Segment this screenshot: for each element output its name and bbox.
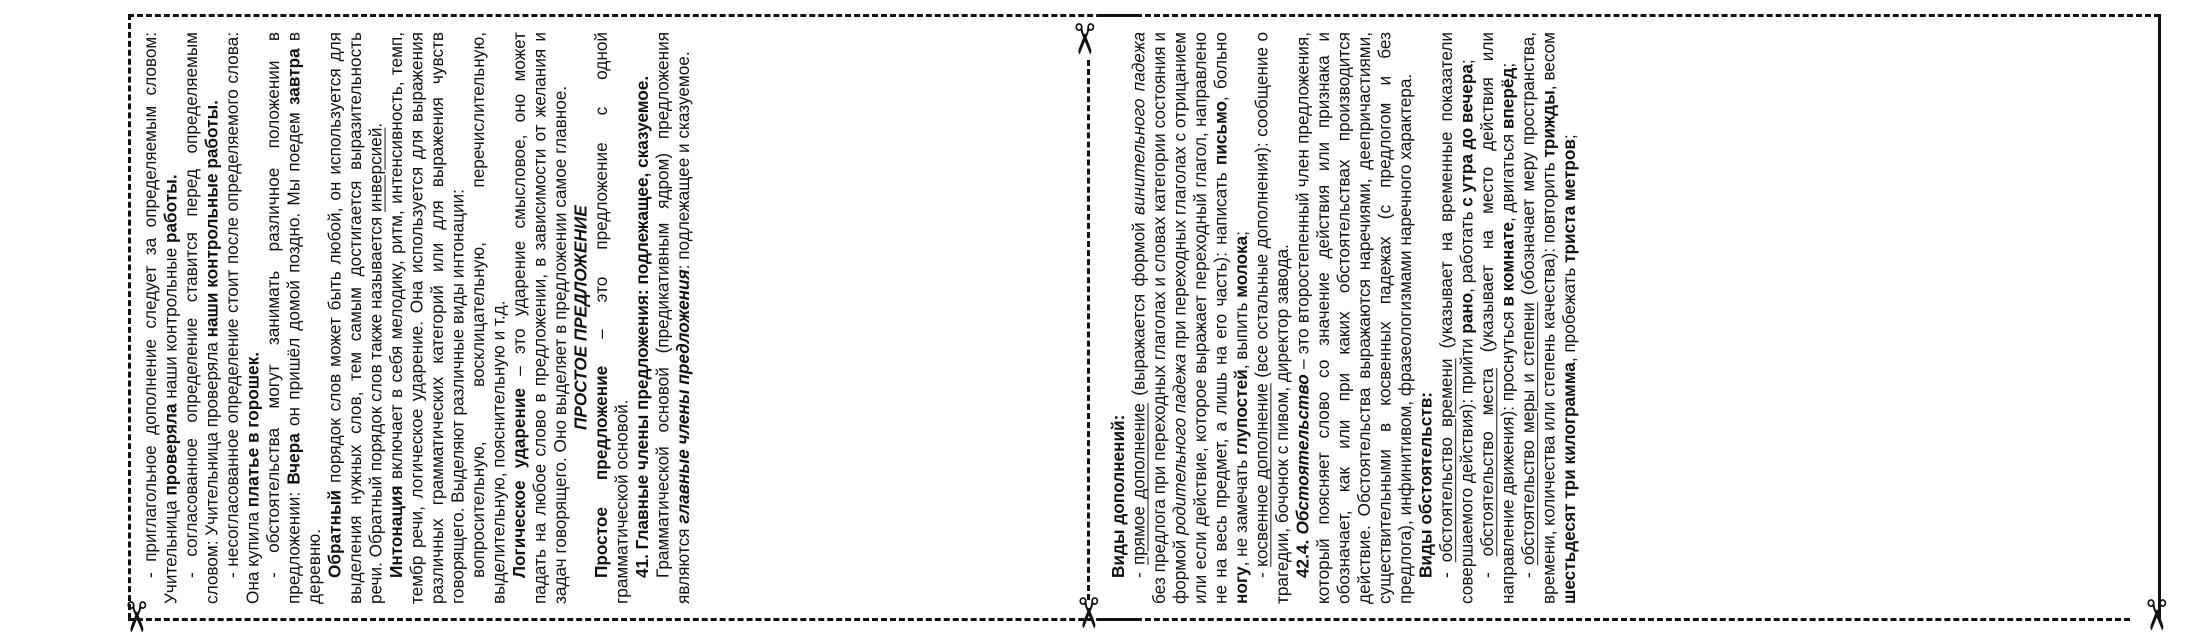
paragraph-heading: 41. Главные члены предложения: подлежащее, сказуемое. [632,75,652,578]
paragraph: - несогласованное определение стоит после определяемого слова: Она купила платье в горошек. [222,32,263,604]
scissors-icon: ✂ [111,599,161,635]
paragraph-heading: Виды дополнений: [1108,414,1128,578]
paragraph: Обратный порядок слов может быть любой, он используется для выделения нужных слов, тем самым достигается выразительность речи. Обратный порядок слов также называется инверсией. [324,32,386,604]
top-cut-line-right [1100,14,2160,17]
scissors-icon: ✂ [1063,595,1113,631]
paragraph: - обстоятельство меры и степени (обозначает меру пространства, времени, количества или степень качества): повторить трижды, весом шестьдесят три килограмма, пробежать триста метров; [1518,32,1579,604]
bottom-cut-line-right [1100,618,2130,621]
left-text-panel [140,32,1060,604]
paragraph: Логическое ударение – это ударение смысловое, оно может падать на любое слово в предложении, в зависимости от желания и задач говорящего. Оно выделяет в предложении самое главное. [509,32,570,604]
section-heading: ПРОСТОЕ ПРЕДЛОЖЕНИЕ [570,205,591,431]
paragraph: - обстоятельство места (указывает на место действия или направление движения): проснуться в комнате, двигаться вперёд; [1477,32,1518,604]
paragraph: - приглагольное дополнение следует за определяемым словом: Учительница проверяла наши контрольные работы. [140,32,181,604]
paragraph: - обстоятельства могут занимать различное положении в предложении: Вчера он пришёл домой поздно. Мы поедем завтра в деревню. [263,32,324,604]
right-border-line [2158,14,2161,619]
right-text-panel [1108,32,2148,604]
paragraph: Интонация включает в себя мелодику, ритм, интенсивность, темп, тембр речи, логическое ударение. Она используется для выражения различных грамматических категорий или для выражения чувств говорящего. Выделяют различные виды интонации: [386,32,468,604]
paragraph: вопросительную, восклицательную, перечислительную, выделительную, пояснительную и т.д. [468,32,509,604]
paragraph: - косвенное дополнение (все остальные дополнения): сообщение о трагедии, бочонок с пивом, директор завода. [1251,32,1292,604]
paragraph: - обстоятельство времени (указывает на временные показатели совершаемого действия): прийти рано, работать с утра до вечера; [1436,32,1477,604]
scissors-icon: ✂ [1059,21,1109,57]
left-fold-line [128,14,131,619]
paragraph: - согласованное определение ставится перед определяемым словом: Учительница проверяла наши контрольные работы. [181,32,222,604]
paragraph: 42.4. Обстоятельство – это второстепенный член предложения, который поясняет слово со значение действия или признака и обозначает, как или при каких обстоятельствах производится действие. Обстоятельства выражаются наречиями, деепричастиями, существительными в косвенных падежах (с предлогом и без предлога), инфинитивом, фразеологизмами наречного характера. [1292,32,1415,604]
paragraph-heading: Виды обстоятельств: [1415,391,1436,578]
paragraph: Грамматической основой (предикативным ядром) предложения являются главные члены предложения: подлежащее и сказуемое. [652,32,693,604]
paragraph: - прямое дополнение (выражается формой винительного падежа без предлога при переходных глаголах и словах категории состояния и формой родительного падежа при переходных глаголах с отрицанием или если действие, которое выражает переходный глагол, направлено не на весь предмет, а лишь на его часть): написать письмо, больно ногу, не замечать глупостей, выпить молока; [1128,32,1251,604]
top-cut-line [128,14,1138,17]
scissors-icon: ✂ [2131,597,2181,633]
center-fold-line [1087,60,1090,600]
paragraph: Простое предложение – это предложение с одной грамматической основой. [591,32,632,604]
bottom-cut-line [128,618,1138,621]
